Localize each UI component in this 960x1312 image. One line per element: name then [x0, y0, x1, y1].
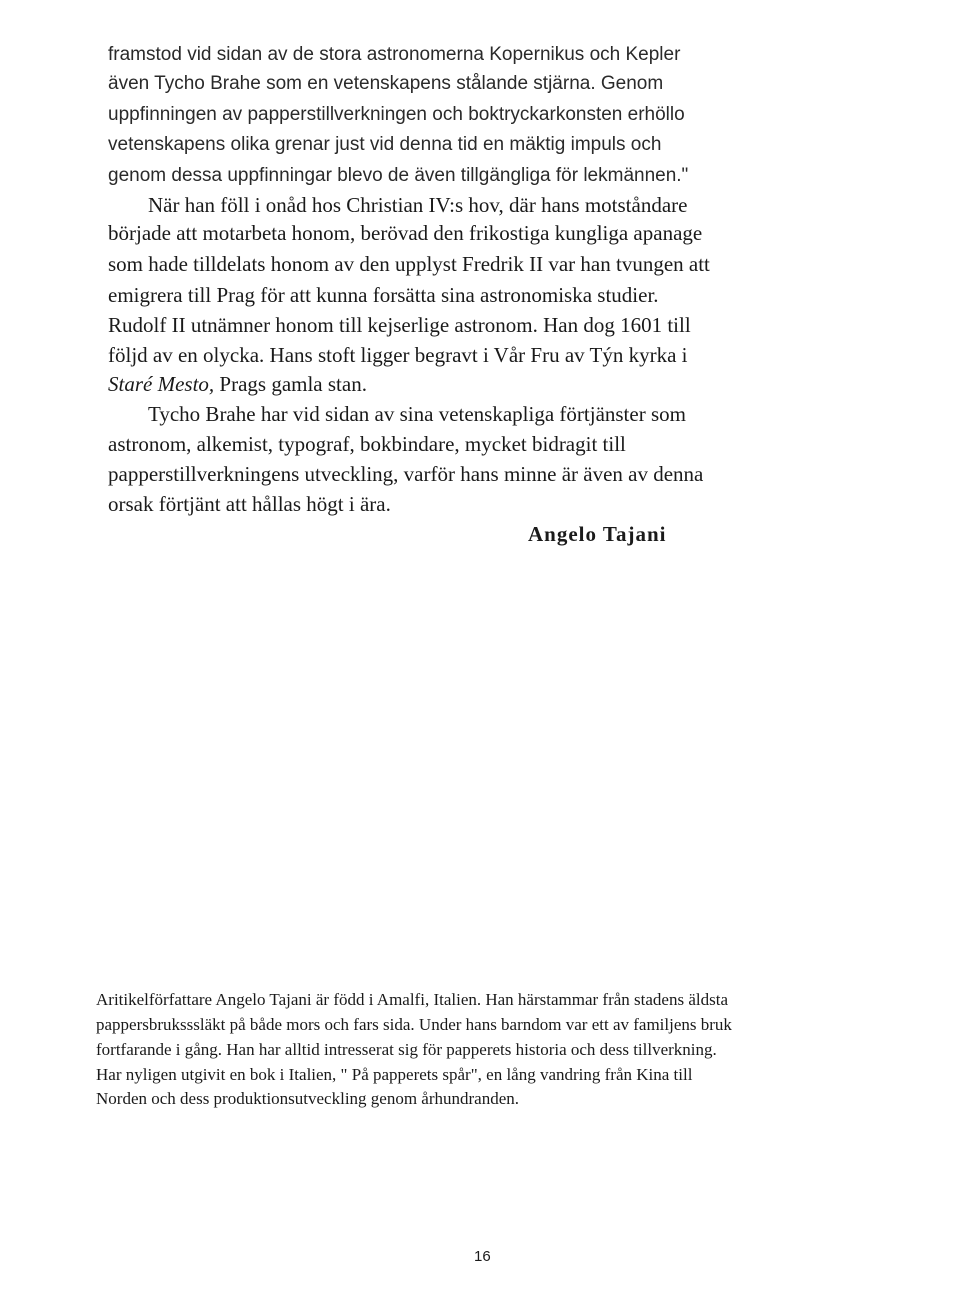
note-line: Aritikelförfattare Angelo Tajani är född i Amalfi, Italien. Han härstammar från stadens äldsta: [96, 990, 728, 1009]
body-line: [108, 372, 367, 397]
body-line: När han föll i onåd hos Christian IV:s hov, där hans motståndare: [148, 193, 688, 217]
body-line: vetenskapens olika grenar just vid denna tid en mäktig impuls och: [108, 134, 662, 155]
body-line: genom dessa uppfinningar blevo de även tillgängliga för lekmännen.": [108, 165, 689, 186]
note-line: pappersbruksssläkt på både mors och fars sida. Under hans barndom var ett av familjens bruk: [96, 1015, 732, 1034]
body-line-rest: Prags gamla stan.: [219, 372, 367, 396]
body-line: uppfinningen av papperstillverkningen och boktryckarkonsten erhöllo: [108, 104, 685, 125]
body-line: som hade tilldelats honom av den upplyst Fredrik II var han tvungen att: [108, 252, 710, 276]
body-line: papperstillverkningens utveckling, varför hans minne är även av denna: [108, 462, 704, 486]
body-line: orsak förtjänt att hållas högt i ära.: [108, 492, 391, 516]
body-line: följd av en olycka. Hans stoft ligger begravt i Vår Fru av Týn kyrka i: [108, 343, 688, 367]
note-line: Norden och dess produktionsutveckling genom århundranden.: [96, 1089, 520, 1108]
note-line: fortfarande i gång. Han har alltid intresserat sig för papperets historia och dess tillverkning.: [96, 1040, 717, 1059]
place-name-italic: Staré Mesto,: [108, 372, 215, 396]
body-line: Rudolf II utnämner honom till kejserlige astronom. Han dog 1601 till: [108, 313, 691, 337]
page-number: 16: [474, 1248, 491, 1265]
note-line: Har nyligen utgivit en bok i Italien, " På papperets spår", en lång vandring från Kina till: [96, 1065, 693, 1084]
body-line: började att motarbeta honom, berövad den frikostiga kungliga apanage: [108, 221, 703, 245]
body-line: astronom, alkemist, typograf, bokbindare, mycket bidragit till: [108, 432, 626, 456]
body-line: emigrera till Prag för att kunna forsätta sina astronomiska studier.: [108, 283, 659, 307]
body-line: Tycho Brahe har vid sidan av sina vetenskapliga förtjänster som: [148, 402, 686, 426]
body-line: även Tycho Brahe som en vetenskapens stålande stjärna. Genom: [108, 73, 664, 94]
body-line: framstod vid sidan av de stora astronomerna Kopernikus och Kepler: [108, 44, 681, 65]
author-signature: Angelo Tajani: [528, 522, 667, 546]
